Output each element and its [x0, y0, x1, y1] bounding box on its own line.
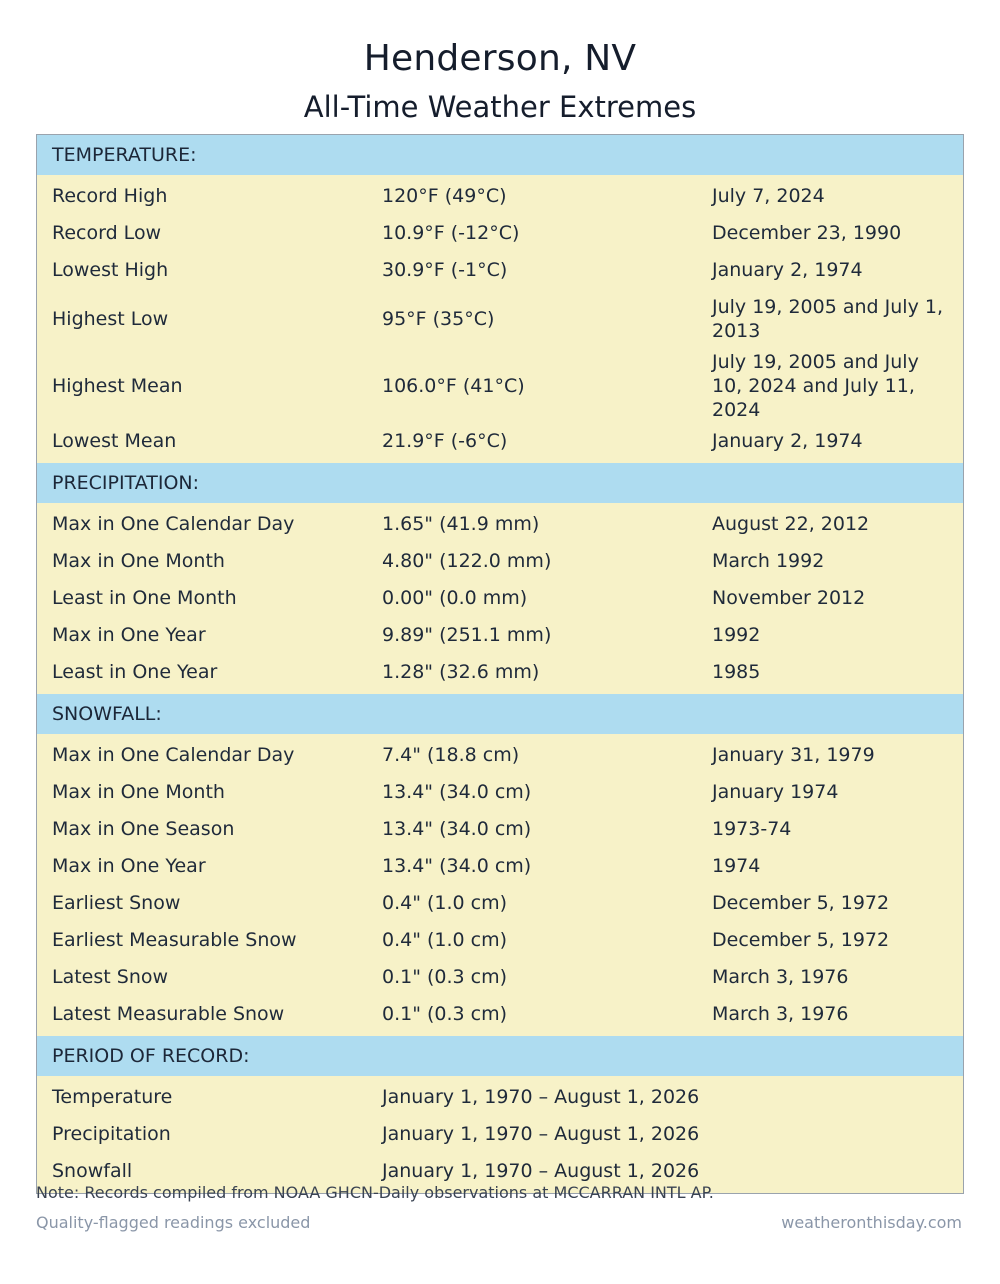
table-row: [37, 505, 963, 542]
row-date: March 3, 1976: [712, 965, 849, 988]
row-date: March 1992: [712, 549, 825, 572]
table-row: [37, 995, 963, 1032]
section-period-of-record: [37, 1036, 963, 1193]
row-value: January 1, 1970 – August 1, 2026: [382, 1159, 700, 1182]
row-label: Latest Measurable Snow: [52, 1002, 285, 1025]
row-value: January 1, 1970 – August 1, 2026: [382, 1122, 700, 1145]
section-body: [37, 175, 963, 463]
row-date: July 19, 2005 and July 10, 2024 and July 11, 2024: [712, 351, 919, 421]
row-date: January 31, 1979: [712, 743, 875, 766]
row-date: December 23, 1990: [712, 221, 902, 244]
row-value: 7.4" (18.8 cm): [382, 743, 520, 766]
row-date: January 2, 1974: [712, 258, 863, 281]
row-date: 1985: [712, 660, 761, 683]
row-label: Lowest Mean: [52, 429, 177, 452]
section-body: [37, 734, 963, 1036]
row-date: January 2, 1974: [712, 429, 863, 452]
row-label: Max in One Year: [52, 623, 206, 646]
page-title: Henderson, NV: [363, 38, 637, 79]
row-value: 30.9°F (-1°C): [382, 258, 508, 281]
table-row: [37, 736, 963, 773]
table-row: [37, 884, 963, 921]
row-date: 1974: [712, 854, 761, 877]
row-label: Least in One Year: [52, 660, 218, 683]
row-value: 0.00" (0.0 mm): [382, 586, 528, 609]
row-date: July 19, 2005 and July 1, 2013: [712, 296, 943, 342]
row-label: Record High: [52, 184, 168, 207]
table-row: [37, 214, 963, 251]
row-value: 120°F (49°C): [382, 184, 507, 207]
table-row: [37, 350, 963, 422]
row-value: 0.1" (0.3 cm): [382, 1002, 508, 1025]
section-body: [37, 1076, 963, 1193]
section-precipitation: [37, 463, 963, 694]
row-label: Lowest High: [52, 258, 169, 281]
row-label: Snowfall: [52, 1159, 133, 1182]
row-label: Least in One Month: [52, 586, 237, 609]
row-value: 13.4" (34.0 cm): [382, 817, 532, 840]
row-value: 21.9°F (-6°C): [382, 429, 508, 452]
row-label: Earliest Snow: [52, 891, 181, 914]
page-subtitle: All-Time Weather Extremes: [303, 90, 697, 124]
section-temperature: [37, 135, 963, 463]
table-row: [37, 958, 963, 995]
table-row: [37, 773, 963, 810]
table-row: [37, 653, 963, 690]
row-date: 1992: [712, 623, 761, 646]
row-value: 9.89" (251.1 mm): [382, 623, 552, 646]
row-value: 0.4" (1.0 cm): [382, 891, 508, 914]
row-date: December 5, 1972: [712, 891, 890, 914]
section-snowfall: [37, 694, 963, 1036]
row-label: Max in One Year: [52, 854, 206, 877]
section-body: [37, 503, 963, 694]
table-row: [37, 921, 963, 958]
row-value: January 1, 1970 – August 1, 2026: [382, 1085, 700, 1108]
row-date: December 5, 1972: [712, 928, 890, 951]
site-credit: weatheronthisday.com: [781, 1213, 962, 1232]
table-row: [37, 1078, 963, 1115]
row-date: November 2012: [712, 586, 866, 609]
row-label: Max in One Month: [52, 780, 225, 803]
section-header: PERIOD OF RECORD:: [37, 1036, 963, 1076]
row-label: Highest Low: [52, 308, 169, 330]
row-label: Earliest Measurable Snow: [52, 928, 297, 951]
row-label: Max in One Calendar Day: [52, 512, 295, 535]
row-value: 1.65" (41.9 mm): [382, 512, 540, 535]
table-row: [37, 616, 963, 653]
row-date: January 1974: [712, 780, 839, 803]
row-date: August 22, 2012: [712, 512, 870, 535]
row-value: 0.4" (1.0 cm): [382, 928, 508, 951]
quality-note: Quality-flagged readings excluded: [36, 1213, 311, 1232]
row-date: 1973-74: [712, 817, 792, 840]
row-label: Temperature: [52, 1085, 173, 1108]
row-label: Max in One Calendar Day: [52, 743, 295, 766]
section-header: SNOWFALL:: [37, 694, 963, 734]
row-value: 1.28" (32.6 mm): [382, 660, 540, 683]
row-label: Precipitation: [52, 1122, 171, 1145]
section-header: TEMPERATURE:: [37, 135, 963, 175]
row-date: July 7, 2024: [712, 184, 825, 207]
table-row: [37, 579, 963, 616]
table-row: [37, 288, 963, 350]
row-value: 13.4" (34.0 cm): [382, 854, 532, 877]
row-value: 0.1" (0.3 cm): [382, 965, 508, 988]
row-value: 4.80" (122.0 mm): [382, 549, 552, 572]
table-row: [37, 810, 963, 847]
row-value: 10.9°F (-12°C): [382, 221, 520, 244]
table-row: [37, 251, 963, 288]
table-row: [37, 1115, 963, 1152]
row-date: March 3, 1976: [712, 1002, 849, 1025]
source-note: Note: Records compiled from NOAA GHCN-Daily observations at MCCARRAN INTL AP.: [36, 1183, 714, 1202]
table-row: [37, 422, 963, 459]
row-value: 106.0°F (41°C): [382, 375, 525, 397]
table-row: [37, 542, 963, 579]
table-row: [37, 177, 963, 214]
extremes-table: [36, 134, 964, 1194]
row-value: 13.4" (34.0 cm): [382, 780, 532, 803]
section-header: PRECIPITATION:: [37, 463, 963, 503]
table-row: [37, 847, 963, 884]
row-label: Max in One Month: [52, 549, 225, 572]
row-label: Max in One Season: [52, 817, 235, 840]
row-label: Latest Snow: [52, 965, 169, 988]
row-label: Highest Mean: [52, 375, 183, 397]
row-value: 95°F (35°C): [382, 308, 495, 330]
row-label: Record Low: [52, 221, 162, 244]
